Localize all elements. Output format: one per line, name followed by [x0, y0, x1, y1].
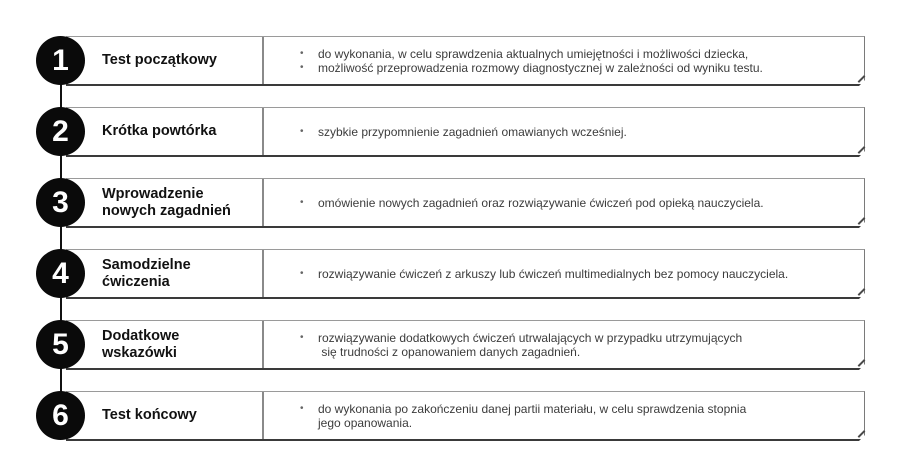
column-divider: [262, 108, 264, 155]
column-divider: [262, 179, 264, 226]
bullet-item-continuation: [298, 416, 858, 430]
step-title-text: Krótka powtórka: [102, 123, 217, 139]
step-description: [298, 178, 858, 227]
bullet-text: rozwiązywanie ćwiczeń z arkuszy lub ćwiczeń multimedialnych bez pomocy nauczyciela.: [318, 266, 789, 281]
step-description: [298, 249, 858, 298]
step-title: [102, 391, 252, 440]
step-row: [0, 107, 900, 156]
bullet-text: do wykonania po zakończeniu danej partii materiału, w celu sprawdzenia stopnia: [318, 401, 747, 416]
step-title: [102, 178, 252, 227]
step-title: [102, 107, 252, 156]
bullet-text: omówienie nowych zagadnień oraz rozwiązywanie ćwiczeń pod opieką nauczyciela.: [318, 195, 764, 210]
bullet-item: [298, 125, 858, 139]
bullet-text: możliwość przeprowadzenia rozmowy diagnostycznej w zależności od wyniku testu.: [318, 60, 763, 75]
step-title-text: Dodatkowe wskazówki: [102, 327, 180, 361]
bullet-text: się trudności z opanowaniem danych zagadnień.: [318, 344, 581, 359]
bullet-item: [298, 402, 858, 416]
column-divider: [262, 37, 264, 84]
step-number-badge: 5: [36, 320, 85, 369]
bullet-dot-icon: •: [300, 125, 304, 137]
bullet-item: [298, 47, 858, 61]
step-number-badge: 3: [36, 178, 85, 227]
bullet-text: szybkie przypomnienie zagadnień omawianych wcześniej.: [318, 124, 627, 139]
bullet-item: [298, 61, 858, 75]
step-number-badge: 1: [36, 36, 85, 85]
column-divider: [262, 250, 264, 297]
step-description: [298, 320, 858, 369]
bullet-dot-icon: •: [300, 267, 304, 279]
bullet-item-continuation: [298, 345, 858, 359]
step-title: [102, 249, 252, 298]
bullet-dot-icon: •: [300, 196, 304, 208]
bullet-dot-icon: •: [300, 47, 304, 59]
step-row: [0, 178, 900, 227]
step-title: [102, 320, 252, 369]
step-description: [298, 36, 858, 85]
bullet-text: jego opanowania.: [318, 415, 413, 430]
column-divider: [262, 392, 264, 439]
step-title-text: Test początkowy: [102, 52, 217, 68]
step-title: [102, 36, 252, 85]
bullet-text: do wykonania, w celu sprawdzenia aktualnych umiejętności i możliwości dziecka,: [318, 46, 749, 61]
bullet-dot-icon: •: [300, 61, 304, 73]
step-title-text: Wprowadzenie nowych zagadnień: [102, 185, 231, 219]
step-title-text: Samodzielne ćwiczenia: [102, 256, 191, 290]
step-number-badge: 6: [36, 391, 85, 440]
bullet-item: [298, 331, 858, 345]
step-row: [0, 249, 900, 298]
step-title-text: Test końcowy: [102, 407, 197, 423]
step-row: [0, 391, 900, 440]
step-row: [0, 320, 900, 369]
bullet-dot-icon: •: [300, 331, 304, 343]
bullet-item: [298, 267, 858, 281]
bullet-text: rozwiązywanie dodatkowych ćwiczeń utrwalających w przypadku utrzymujących: [318, 330, 743, 345]
step-number-badge: 4: [36, 249, 85, 298]
step-row: [0, 36, 900, 85]
step-number-badge: 2: [36, 107, 85, 156]
column-divider: [262, 321, 264, 368]
step-description: [298, 107, 858, 156]
bullet-item: [298, 196, 858, 210]
bullet-dot-icon: •: [300, 402, 304, 414]
step-description: [298, 391, 858, 440]
